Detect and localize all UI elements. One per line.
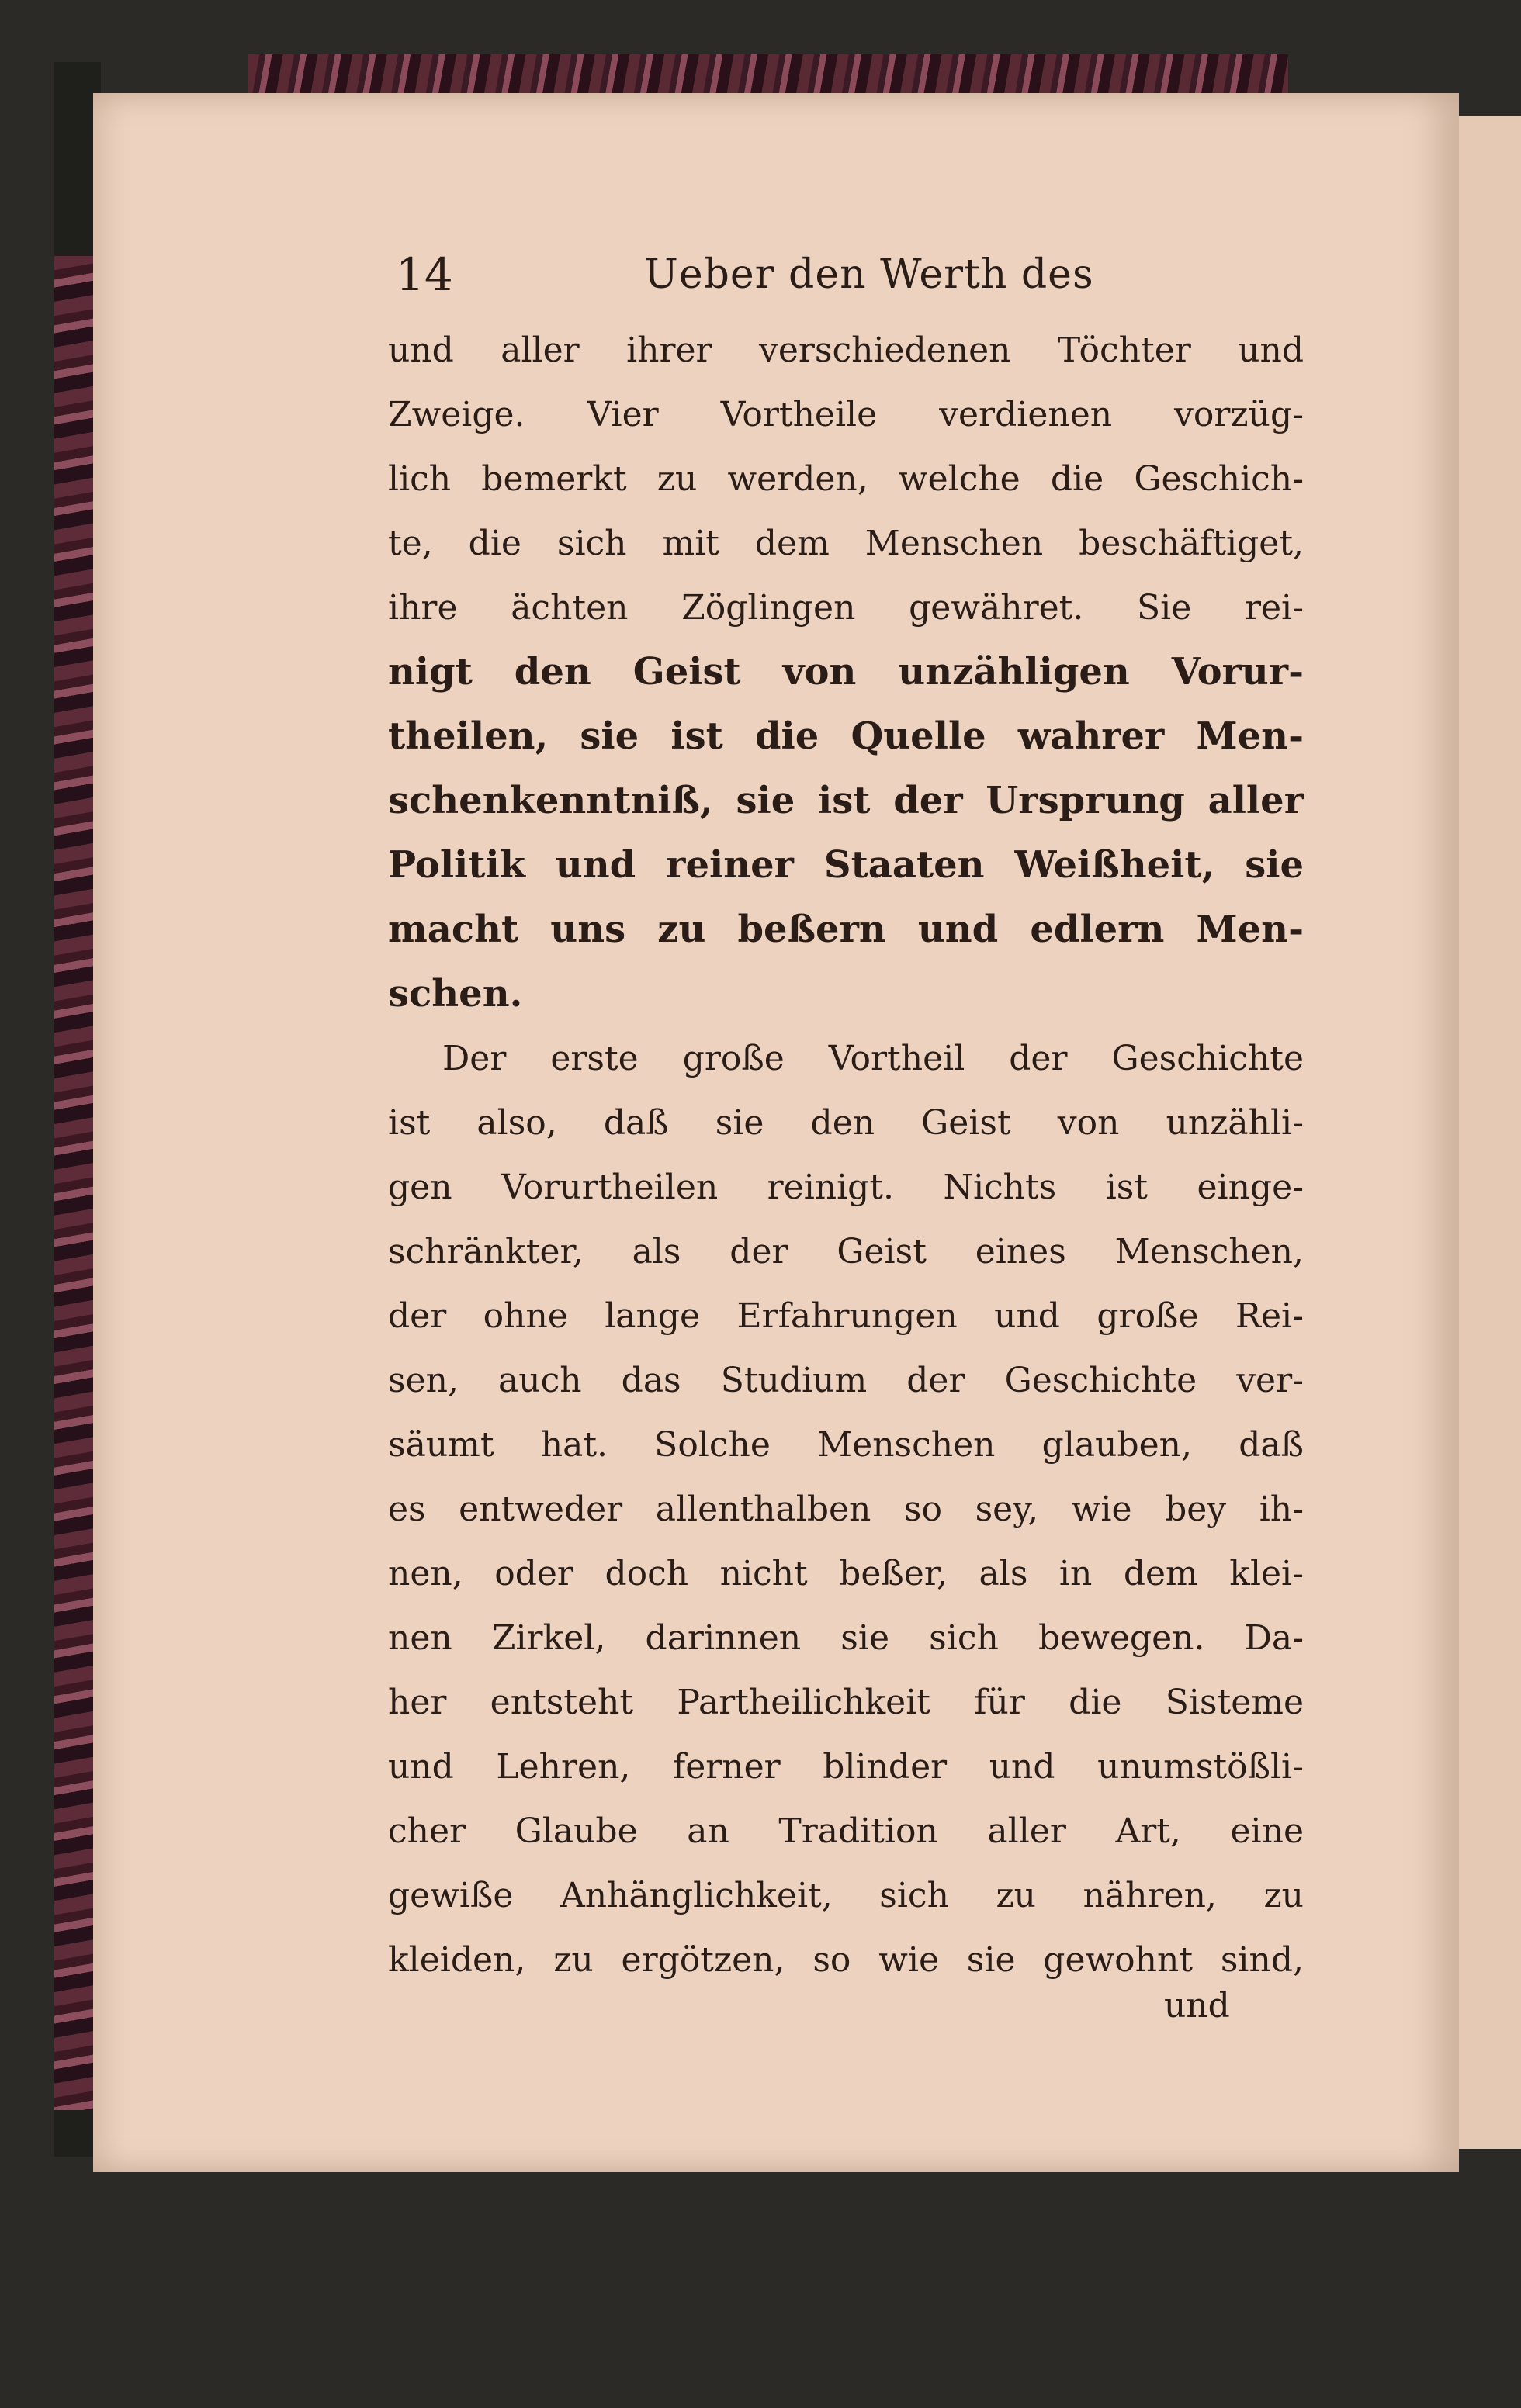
page-number: 14 [396,248,453,301]
text-line: es entweder allenthalben so sey, wie bey ih- [388,1489,1304,1529]
text-line: Politik und reiner Staaten Weißheit, sie [388,843,1304,887]
page-header [295,240,1296,310]
text-line: cher Glaube an Tradition aller Art, eine [388,1811,1304,1851]
text-line: nen Zirkel, darinnen sie sich bewegen. Da- [388,1618,1304,1658]
text-line: schen. [388,972,523,1015]
text-line: gewiße Anhänglichkeit, sich zu nähren, zu [388,1876,1304,1915]
catchword: und [1164,1986,1230,2026]
text-line: der ohne lange Erfahrungen und große Rei- [388,1296,1304,1336]
text-line: Zweige. Vier Vortheile verdienen vorzüg- [388,395,1304,434]
text-line: macht uns zu beßern und edlern Men- [388,908,1304,951]
text-line: und Lehren, ferner blinder und unumstößli- [388,1747,1304,1787]
text-line: nigt den Geist von unzähligen Vorur- [388,650,1304,694]
text-line: gen Vorurtheilen reinigt. Nichts ist einge- [388,1168,1304,1207]
text-line: ist also, daß sie den Geist von unzähli- [388,1103,1304,1143]
text-line: säumt hat. Solche Menschen glauben, daß [388,1425,1304,1465]
text-line: theilen, sie ist die Quelle wahrer Men- [388,714,1304,758]
running-head: Ueber den Werth des [644,251,1094,298]
text-line: nen, oder doch nicht beßer, als in dem klei- [388,1554,1304,1593]
text-line: kleiden, zu ergötzen, so wie sie gewohnt sind, [388,1940,1304,1980]
facing-page-edge [1451,116,1521,2149]
text-line: Der erste große Vortheil der Geschichte [442,1039,1304,1078]
text-line: ihre ächten Zöglingen gewähret. Sie rei- [388,588,1304,628]
text-line: te, die sich mit dem Menschen beschäftiget, [388,524,1304,563]
text-line: her entsteht Partheilichkeit für die Sisteme [388,1683,1304,1722]
text-line: schenkenntniß, sie ist der Ursprung aller [388,779,1304,822]
text-line: lich bemerkt zu werden, welche die Geschich- [388,459,1304,499]
body-text [388,318,1304,1992]
text-line: und aller ihrer verschiedenen Töchter und [388,330,1304,370]
text-line: sen, auch das Studium der Geschichte ver- [388,1361,1304,1400]
text-line: schränkter, als der Geist eines Menschen, [388,1232,1304,1271]
